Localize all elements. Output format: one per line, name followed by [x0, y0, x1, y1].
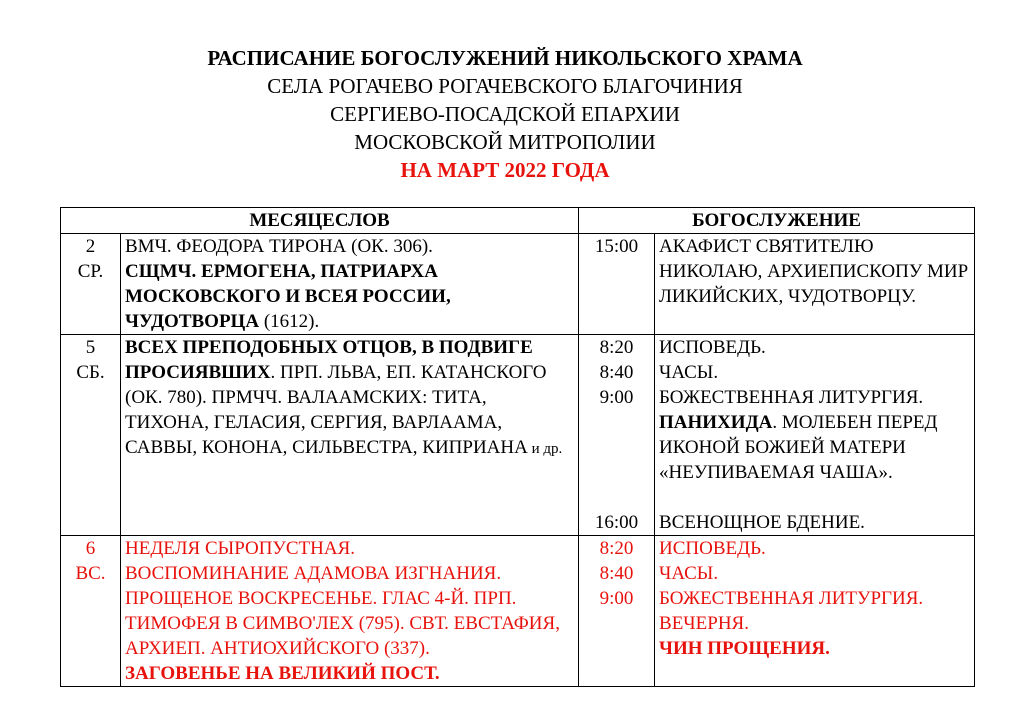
saint-entry: ПРОЩЕНОЕ ВОСКРЕСЕНЬЕ. ГЛАС 4-Й. ПРП. ТИМОФЕЯ В СИМВО'ЛЕХ (795). СВТ. ЕВСТАФИЯ, АРХИЕП. АНТИОХИЙСКОГО (337).: [125, 588, 560, 659]
title-line-3: СЕРГИЕВО-ПОСАДСКОЙ ЕПАРХИИ: [330, 102, 680, 126]
service-cell: [655, 335, 975, 536]
mesyaceslov-cell: [121, 335, 579, 536]
saint-entry-bold: СЩМЧ. ЕРМОГЕНА, ПАТРИАРХА МОСКОВСКОГО И ВСЕЯ РОССИИ, ЧУДОТВОРЦА: [125, 261, 451, 332]
day-number: 2: [85, 236, 96, 257]
service-name: ИСПОВЕДЬ.: [659, 538, 766, 559]
weekday: ВС.: [75, 563, 106, 584]
table-row: [61, 234, 975, 335]
service-time: 16:00: [594, 512, 639, 533]
saint-entry: ВМЧ. ФЕОДОРА ТИРОНА (ОК. 306).: [125, 236, 433, 257]
mesyaceslov-cell: [121, 234, 579, 335]
saint-entry-bold: ВСЕХ ПРЕПОДОБНЫХ ОТЦОВ, В ПОДВИГЕ ПРОСИЯВШИХ: [125, 337, 533, 383]
time-cell: [579, 335, 655, 536]
service-time: 9:00: [599, 588, 634, 609]
document-header: [0, 44, 1010, 184]
saint-entry-year: (1612).: [259, 311, 320, 332]
title-line-2: СЕЛА РОГАЧЕВО РОГАЧЕВСКОГО БЛАГОЧИНИЯ: [267, 74, 743, 98]
service-name-bold: ЧИН ПРОЩЕНИЯ.: [659, 638, 830, 659]
saint-entry: . ПРП. ЛЬВА, ЕП. КАТАНСКОГО (ОК. 780). ПРМЧЧ. ВАЛААМСКИХ: ТИТА, ТИХОНА, ГЕЛАСИЯ, СЕРГИЯ, ВАРЛААМА, САВВЫ, КОНОНА, СИЛЬВЕСТРА, КИПРИАНА: [125, 362, 547, 458]
service-time: 8:40: [599, 362, 634, 383]
date-cell: [61, 335, 121, 536]
time-cell: [579, 536, 655, 687]
service-name-group: [659, 410, 970, 510]
service-name-bold: ПАНИХИДА: [659, 412, 773, 433]
saint-entry: ВОСПОМИНАНИЕ АДАМОВА ИЗГНАНИЯ.: [125, 563, 502, 584]
title-month: НА МАРТ 2022 ГОДА: [400, 158, 610, 182]
service-name: ВСЕНОЩНОЕ БДЕНИЕ.: [659, 512, 865, 533]
title-line-1: РАСПИСАНИЕ БОГОСЛУЖЕНИЙ НИКОЛЬСКОГО ХРАМА: [207, 46, 803, 70]
service-time: 15:00: [594, 236, 639, 257]
service-name: ЧАСЫ.: [659, 362, 719, 383]
date-cell: [61, 536, 121, 687]
service-name: ИСПОВЕДЬ.: [659, 337, 766, 358]
service-name: БОЖЕСТВЕННАЯ ЛИТУРГИЯ.: [659, 588, 924, 609]
service-name: ВЕЧЕРНЯ.: [659, 613, 749, 634]
service-time: 8:20: [599, 538, 634, 559]
saint-entry-etc: и др.: [527, 441, 563, 457]
day-number: 6: [85, 538, 96, 559]
weekday: СР.: [77, 261, 104, 282]
service-name: БОЖЕСТВЕННАЯ ЛИТУРГИЯ.: [659, 387, 924, 408]
table-row: [61, 335, 975, 536]
table-row: [61, 536, 975, 687]
service-cell: [655, 536, 975, 687]
service-name: АКАФИСТ СВЯТИТЕЛЮ НИКОЛАЮ, АРХИЕПИСКОПУ МИР ЛИКИЙСКИХ, ЧУДОТВОРЦУ.: [659, 236, 969, 307]
day-number: 5: [85, 337, 96, 358]
service-cell: [655, 234, 975, 335]
service-time: 9:00: [599, 387, 634, 408]
service-name: ЧАСЫ.: [659, 563, 719, 584]
service-time: 8:40: [599, 563, 634, 584]
table-header-row: [61, 208, 975, 234]
schedule-table: [60, 207, 975, 687]
time-cell: [579, 234, 655, 335]
mesyaceslov-cell: [121, 536, 579, 687]
column-header-mesyaceslov: МЕСЯЦЕСЛОВ: [61, 208, 579, 234]
saint-entry-bold: ЗАГОВЕНЬЕ НА ВЕЛИКИЙ ПОСТ.: [125, 663, 440, 684]
service-time: 8:20: [599, 337, 634, 358]
weekday: СБ.: [76, 362, 105, 383]
column-header-bogosluzhenie: БОГОСЛУЖЕНИЕ: [579, 208, 975, 234]
date-cell: [61, 234, 121, 335]
title-line-4: МОСКОВСКОЙ МИТРОПОЛИИ: [354, 130, 656, 154]
saint-entry: НЕДЕЛЯ СЫРОПУСТНАЯ.: [125, 538, 356, 559]
service-name: . МОЛЕБЕН ПЕРЕД ИКОНОЙ БОЖИЕЙ МАТЕРИ «НЕУПИВАЕМАЯ ЧАША».: [659, 412, 938, 483]
